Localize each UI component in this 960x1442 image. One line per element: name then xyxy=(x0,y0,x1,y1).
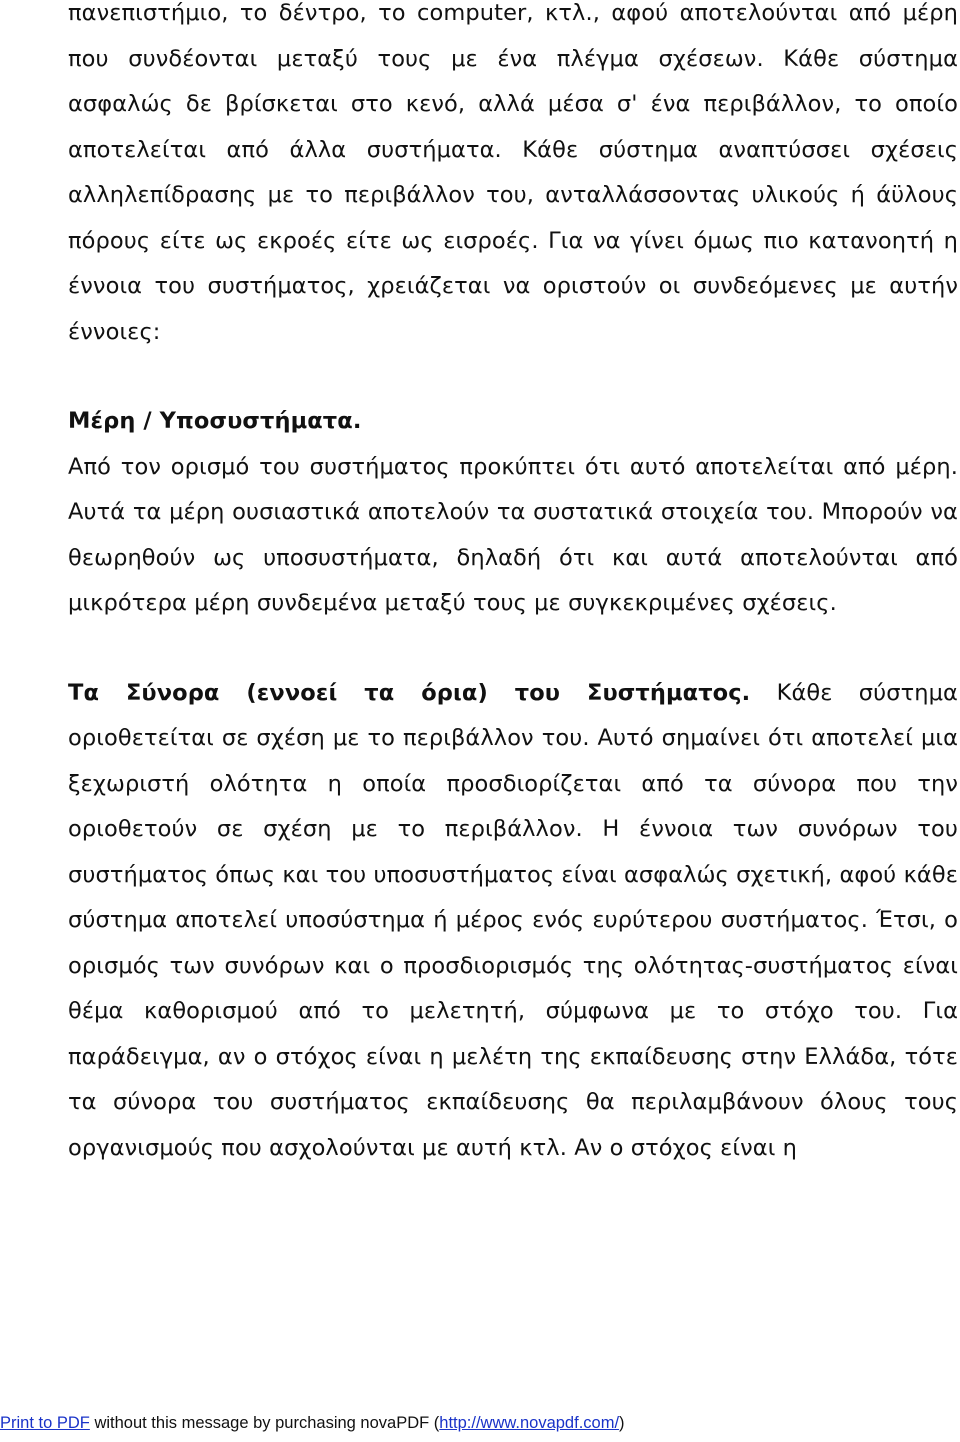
section-parts xyxy=(68,399,958,627)
section-parts-body: Από τον ορισμό του συστήματος προκύπτει ότι αυτό αποτελείται από μέρη. Αυτά τα μέρη ουσιαστικά αποτελούν τα συστατικά στοιχεία του. Μπορούν να θεωρηθούν ως υποσυστήματα, δηλαδή ότι και αυτά αποτελούνται από μικρότερα μέρη συνδεμένα μεταξύ τους με συγκεκριμένες σχέσεις. xyxy=(68,453,958,616)
footer-message: without this message by purchasing novaPDF ( xyxy=(89,1414,440,1432)
footer-closing-paren: ) xyxy=(619,1414,625,1432)
section-parts-heading: Μέρη / Υποσυστήματα. xyxy=(68,408,362,434)
document-page xyxy=(68,0,958,1171)
novapdf-footer xyxy=(0,1414,625,1433)
section-boundaries-body: Κάθε σύστημα οριοθετείται σε σχέση με το περιβάλλον του. Αυτό σημαίνει ότι αποτελεί μια ξεχωριστή ολότητα η οποία προσδιορίζεται από τα σύνορα που την οριοθετούν σε σχέση με το περιβάλλον. Η έννοια των συνόρων του συστήματος όπως και του υποσυστήματος είναι ασφαλώς σχετική, αφού κάθε σύστημα αποτελεί υποσύστημα ή μέρος ενός ευρύτερου συστήματος. Έτσι, ο ορισμός των συνόρων και ο προσδιορισμός της ολότητας-συστήματος είναι θέμα καθορισμού από το μελετητή, σύμφωνα με το στόχο του. Για παράδειγμα, αν ο στόχος είναι η μελέτη της εκπαίδευσης στην Ελλάδα, τότε τα σύνορα του συστήματος εκπαίδευσης θα περιλαμβάνουν όλους τους οργανισμούς που ασχολούνται με αυτή κτλ. Αν ο στόχος είναι η xyxy=(68,679,958,1161)
paragraph-intro: πανεπιστήμιο, το δέντρο, το computer, κτλ., αφού αποτελούνται από μέρη που συνδέονται μεταξύ τους με ένα πλέγμα σχέσεων. Κάθε σύστημα ασφαλώς δε βρίσκεται στο κενό, αλλά μέσα σ' ένα περιβάλλον, το οποίο αποτελείται από άλλα συστήματα. Κάθε σύστημα αναπτύσσει σχέσεις αλληλεπίδρασης με το περιβάλλον του, ανταλλάσσοντας υλικούς ή άϋλους πόρους είτε ως εκροές είτε ως εισροές. Για να γίνει όμως πιο κατανοητή η έννοια του συστήματος, χρειάζεται να οριστούν οι συνδεόμενες με αυτήν έννοιες: xyxy=(68,0,958,345)
section-boundaries xyxy=(68,671,958,1172)
print-to-pdf-link[interactable]: Print to PDF xyxy=(0,1414,90,1432)
section-boundaries-heading: Τα Σύνορα (εννοεί τα όρια) του Συστήματος. xyxy=(68,679,751,706)
novapdf-url-link[interactable]: http://www.novapdf.com/ xyxy=(439,1414,620,1432)
